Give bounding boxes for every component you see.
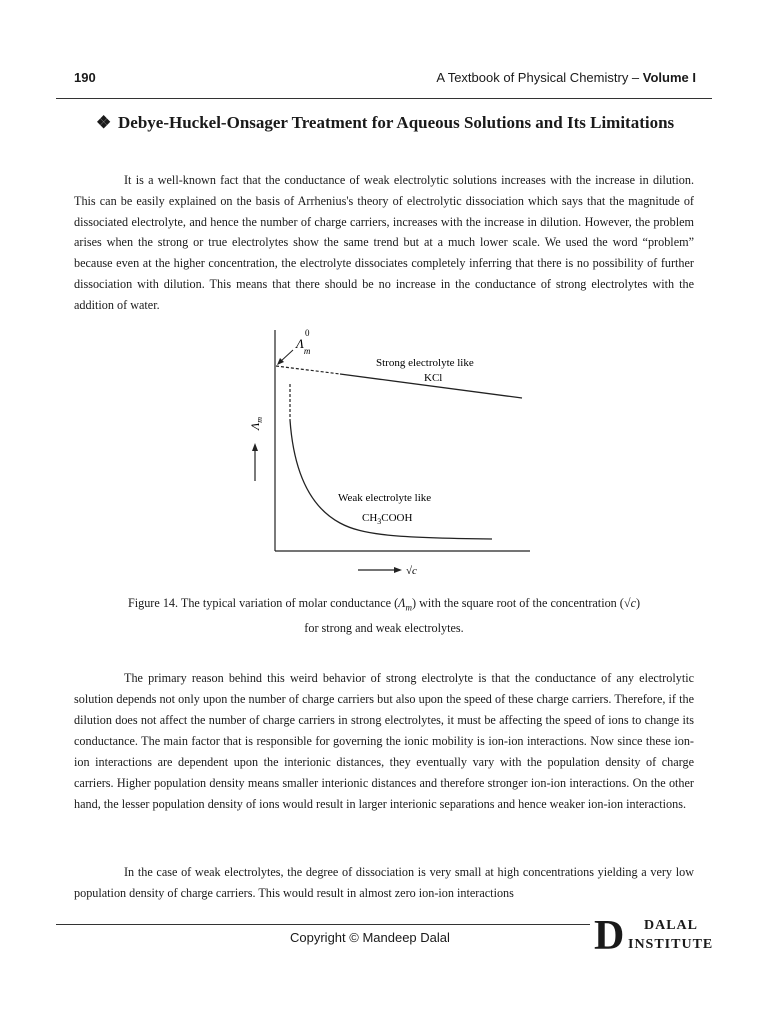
lambda0-label: $\Lambda_m$ bbox=[296, 336, 311, 356]
figure-caption bbox=[74, 593, 694, 639]
paragraph-reason-text: The primary reason behind this weird behavior of strong electrolyte is that the conductance of any electrolytic solution depends not only upon the number of charge carriers but also upon the speed of these charge carriers. Therefore, if the dilution does not affect the number of charge carriers in strong electrolytes, it must be affecting the speed of ions to change its conductance. The main factor that is responsible for governing the ionic mobility is ion-ion interactions. Now since these ion-ion interactions are dependent upon the interionic distances, they eventually vary with the population density of charge carriers. Higher population density means smaller interionic distances and therefore stronger ion-ion interactions. On the other hand, the lesser population density of ions would result in larger interionic separations and hence weaker ion-ion interactions. bbox=[74, 671, 694, 811]
logo-line1: DALAL bbox=[644, 918, 699, 933]
x-axis-label: √c bbox=[406, 565, 417, 577]
copyright-text: Copyright © Mandeep Dalal bbox=[290, 930, 450, 945]
strong-extrapolation-line bbox=[276, 366, 340, 374]
volume-label: Volume I bbox=[642, 70, 696, 85]
caption-text-3: ) bbox=[635, 596, 641, 610]
logo-line2: INSTITUTE bbox=[628, 937, 714, 952]
right-arrow-icon bbox=[394, 567, 402, 573]
caption-line-2: for strong and weak electrolytes. bbox=[304, 621, 464, 636]
caption-sqrt: √c bbox=[623, 596, 636, 610]
footer-rule bbox=[56, 924, 590, 925]
book-title bbox=[436, 70, 696, 85]
section-heading-text: Debye-Huckel-Onsager Treatment for Aqueous Solutions and Its Limitations bbox=[118, 113, 675, 132]
dalal-institute-logo bbox=[594, 913, 724, 959]
book-title-text: A Textbook of Physical Chemistry – bbox=[436, 70, 643, 85]
y-axis-label: $\Lambda_m$ bbox=[248, 416, 264, 430]
diamond-bullet-icon: ❖ bbox=[96, 113, 112, 132]
strong-label-line2: KCl bbox=[424, 372, 443, 384]
strong-label-line1: Strong electrolyte like bbox=[376, 357, 474, 369]
conductance-figure bbox=[230, 326, 540, 582]
header-rule bbox=[56, 98, 712, 99]
caption-text-2: ) with the square root of the concentration ( bbox=[412, 596, 624, 610]
paragraph-weak bbox=[74, 862, 694, 904]
paragraph-weak-text: In the case of weak electrolytes, the degree of dissociation is very small at high concentrations yielding a very low population density of charge carriers. This would result in almost zero ion-ion interactions bbox=[74, 865, 694, 900]
page-number: 190 bbox=[74, 70, 96, 85]
up-arrow-icon bbox=[252, 443, 258, 451]
caption-symbol-sub: m bbox=[405, 602, 413, 613]
paragraph-intro bbox=[74, 170, 694, 316]
caption-text-1: Figure 14. The typical variation of molar conductance ( bbox=[127, 596, 399, 610]
paragraph-intro-text: It is a well-known fact that the conductance of weak electrolytic solutions increases with the increase in dilution. This can be easily explained on the basis of Arrhenius's theory of electrolytic dissociation which says that the magnitude of dissociated electrolyte, and hence the number of charge carriers, increases with the increase in dilution. However, the problem arises when the strong or true electrolytes show the same trend but at a much lower scale. We used the word “problem” because even at the higher concentration, the electrolyte dissociates completely inferring that there is no possibility of further dissociation with dilution. This means that there should be no increase in the conductance of strong electrolytes with the addition of water. bbox=[74, 173, 694, 312]
weak-label-line2: $CH_3COOH$ bbox=[362, 512, 413, 526]
paragraph-reason bbox=[74, 668, 694, 815]
running-header bbox=[74, 70, 696, 88]
lambda0-superscript: 0 bbox=[305, 328, 310, 338]
logo-letter: D bbox=[594, 913, 625, 959]
weak-label-line1: Weak electrolyte like bbox=[338, 492, 432, 504]
caption-symbol: Λ bbox=[398, 596, 406, 610]
